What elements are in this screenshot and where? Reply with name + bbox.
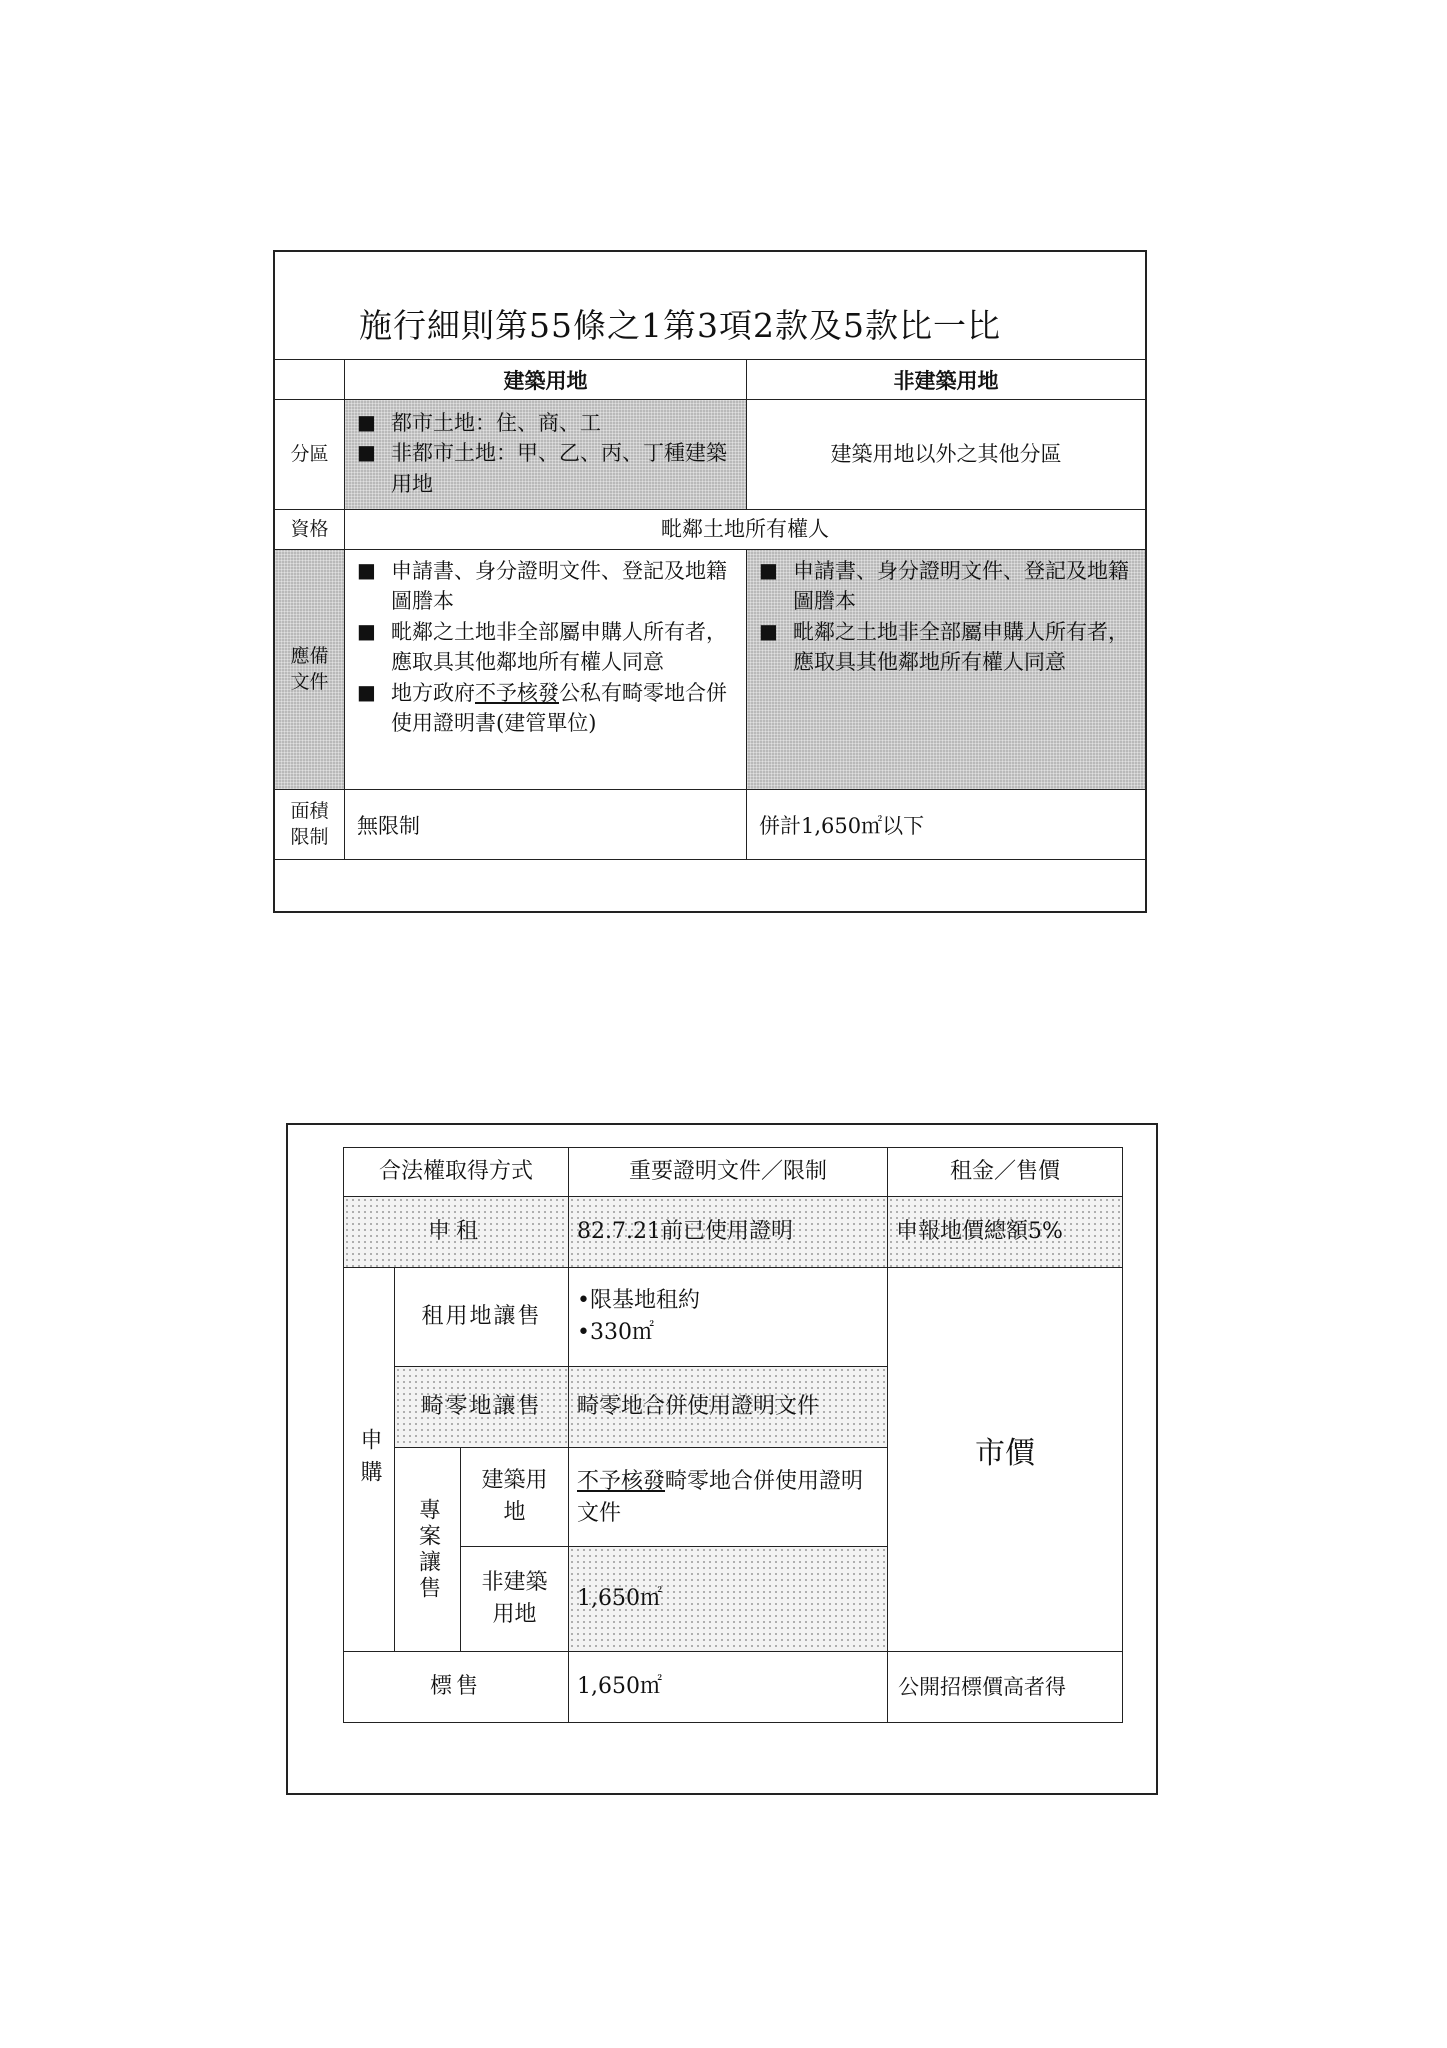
acquisition-slide	[286, 1123, 1158, 1795]
table-row	[275, 550, 1145, 790]
list-item: ■ 毗鄰之土地非全部屬申購人所有者，應取具其他鄰地所有權人同意	[357, 617, 738, 678]
underlined-text: 不予核發	[577, 1469, 666, 1494]
list-item: ■ 非都市土地：甲、乙、丙、丁種建築用地	[357, 438, 738, 499]
list-item-text: 地方政府	[391, 680, 475, 705]
row-label-qualification: 資格	[275, 510, 345, 549]
project-building-doc-text: 畸零地合併使用證明文件	[577, 1469, 864, 1526]
header-method: 合法權取得方式	[343, 1147, 569, 1197]
documents-building-cell	[345, 550, 747, 789]
purchase-label-text: 申購	[356, 1427, 382, 1492]
odd-lot-label: 畸零地讓售	[394, 1366, 569, 1448]
acquisition-table	[343, 1147, 1123, 1712]
row-label-area	[275, 790, 345, 859]
leased-land-doc-line: •限基地租約	[577, 1288, 700, 1314]
row-label-zone: 分區	[275, 400, 345, 509]
table-row	[275, 790, 1145, 860]
row-label-documents	[275, 550, 345, 789]
comparison-slide	[273, 250, 1147, 913]
lease-documents: 82.7.21前已使用證明	[568, 1196, 888, 1268]
tender-documents: 1,650㎡	[568, 1651, 888, 1723]
list-item: ■ 毗鄰之土地非全部屬申購人所有者，應取具其他鄰地所有權人同意	[759, 617, 1137, 678]
area-building-cell: 無限制	[345, 790, 747, 859]
project-sale-label-text: 專案讓售	[415, 1497, 441, 1602]
underlined-text: 不予核發	[475, 680, 559, 705]
table-row	[275, 510, 1145, 550]
purchase-label	[343, 1267, 395, 1652]
project-sale-label	[394, 1447, 461, 1652]
leased-land-documents	[568, 1267, 888, 1367]
lease-price: 申報地價總額5%	[887, 1196, 1123, 1268]
list-item: ■ 申請書、身分證明文件、登記及地籍圖謄本	[759, 556, 1137, 617]
project-building-label: 建築用地	[460, 1447, 569, 1547]
zone-building-cell	[345, 400, 747, 509]
header-blank-cell	[275, 360, 345, 399]
list-item	[357, 678, 738, 739]
purchase-price: 市價	[887, 1267, 1123, 1652]
project-non-building-label: 非建築用地	[460, 1546, 569, 1652]
project-non-building-documents: 1,650㎡	[568, 1546, 888, 1652]
list-item-text: 公私有畸零地合併使用證明書(建管單位)	[391, 680, 727, 736]
tender-label: 標售	[343, 1651, 569, 1723]
project-building-documents	[568, 1447, 888, 1547]
area-label-text: 面積限制	[290, 799, 329, 848]
tender-price: 公開招標價高者得	[887, 1651, 1123, 1723]
odd-lot-documents: 畸零地合併使用證明文件	[568, 1366, 888, 1448]
slide-title: 施行細則第55條之1第3項2款及5款比一比	[275, 252, 1145, 360]
leased-land-label: 租用地讓售	[394, 1267, 569, 1367]
list-item: ■ 都市土地：住、商、工	[357, 408, 738, 438]
table-empty-row	[275, 860, 1145, 902]
qualification-value: 毗鄰土地所有權人	[661, 517, 829, 542]
table-row	[275, 400, 1145, 510]
header-documents: 重要證明文件／限制	[568, 1147, 888, 1197]
lease-label: 申租	[343, 1196, 569, 1268]
header-price: 租金／售價	[887, 1147, 1123, 1197]
table-header-row	[275, 360, 1145, 400]
documents-label-text: 應備文件	[290, 644, 329, 693]
area-non-building-cell: 併計1,650㎡以下	[759, 813, 925, 838]
list-item: ■ 申請書、身分證明文件、登記及地籍圖謄本	[357, 556, 738, 617]
zone-non-building-cell: 建築用地以外之其他分區	[830, 442, 1062, 467]
header-building-land: 建築用地	[345, 360, 747, 399]
documents-non-building-cell	[747, 550, 1145, 789]
header-non-building-land: 非建築用地	[893, 367, 999, 393]
leased-land-doc-line: •330㎡	[577, 1320, 654, 1345]
